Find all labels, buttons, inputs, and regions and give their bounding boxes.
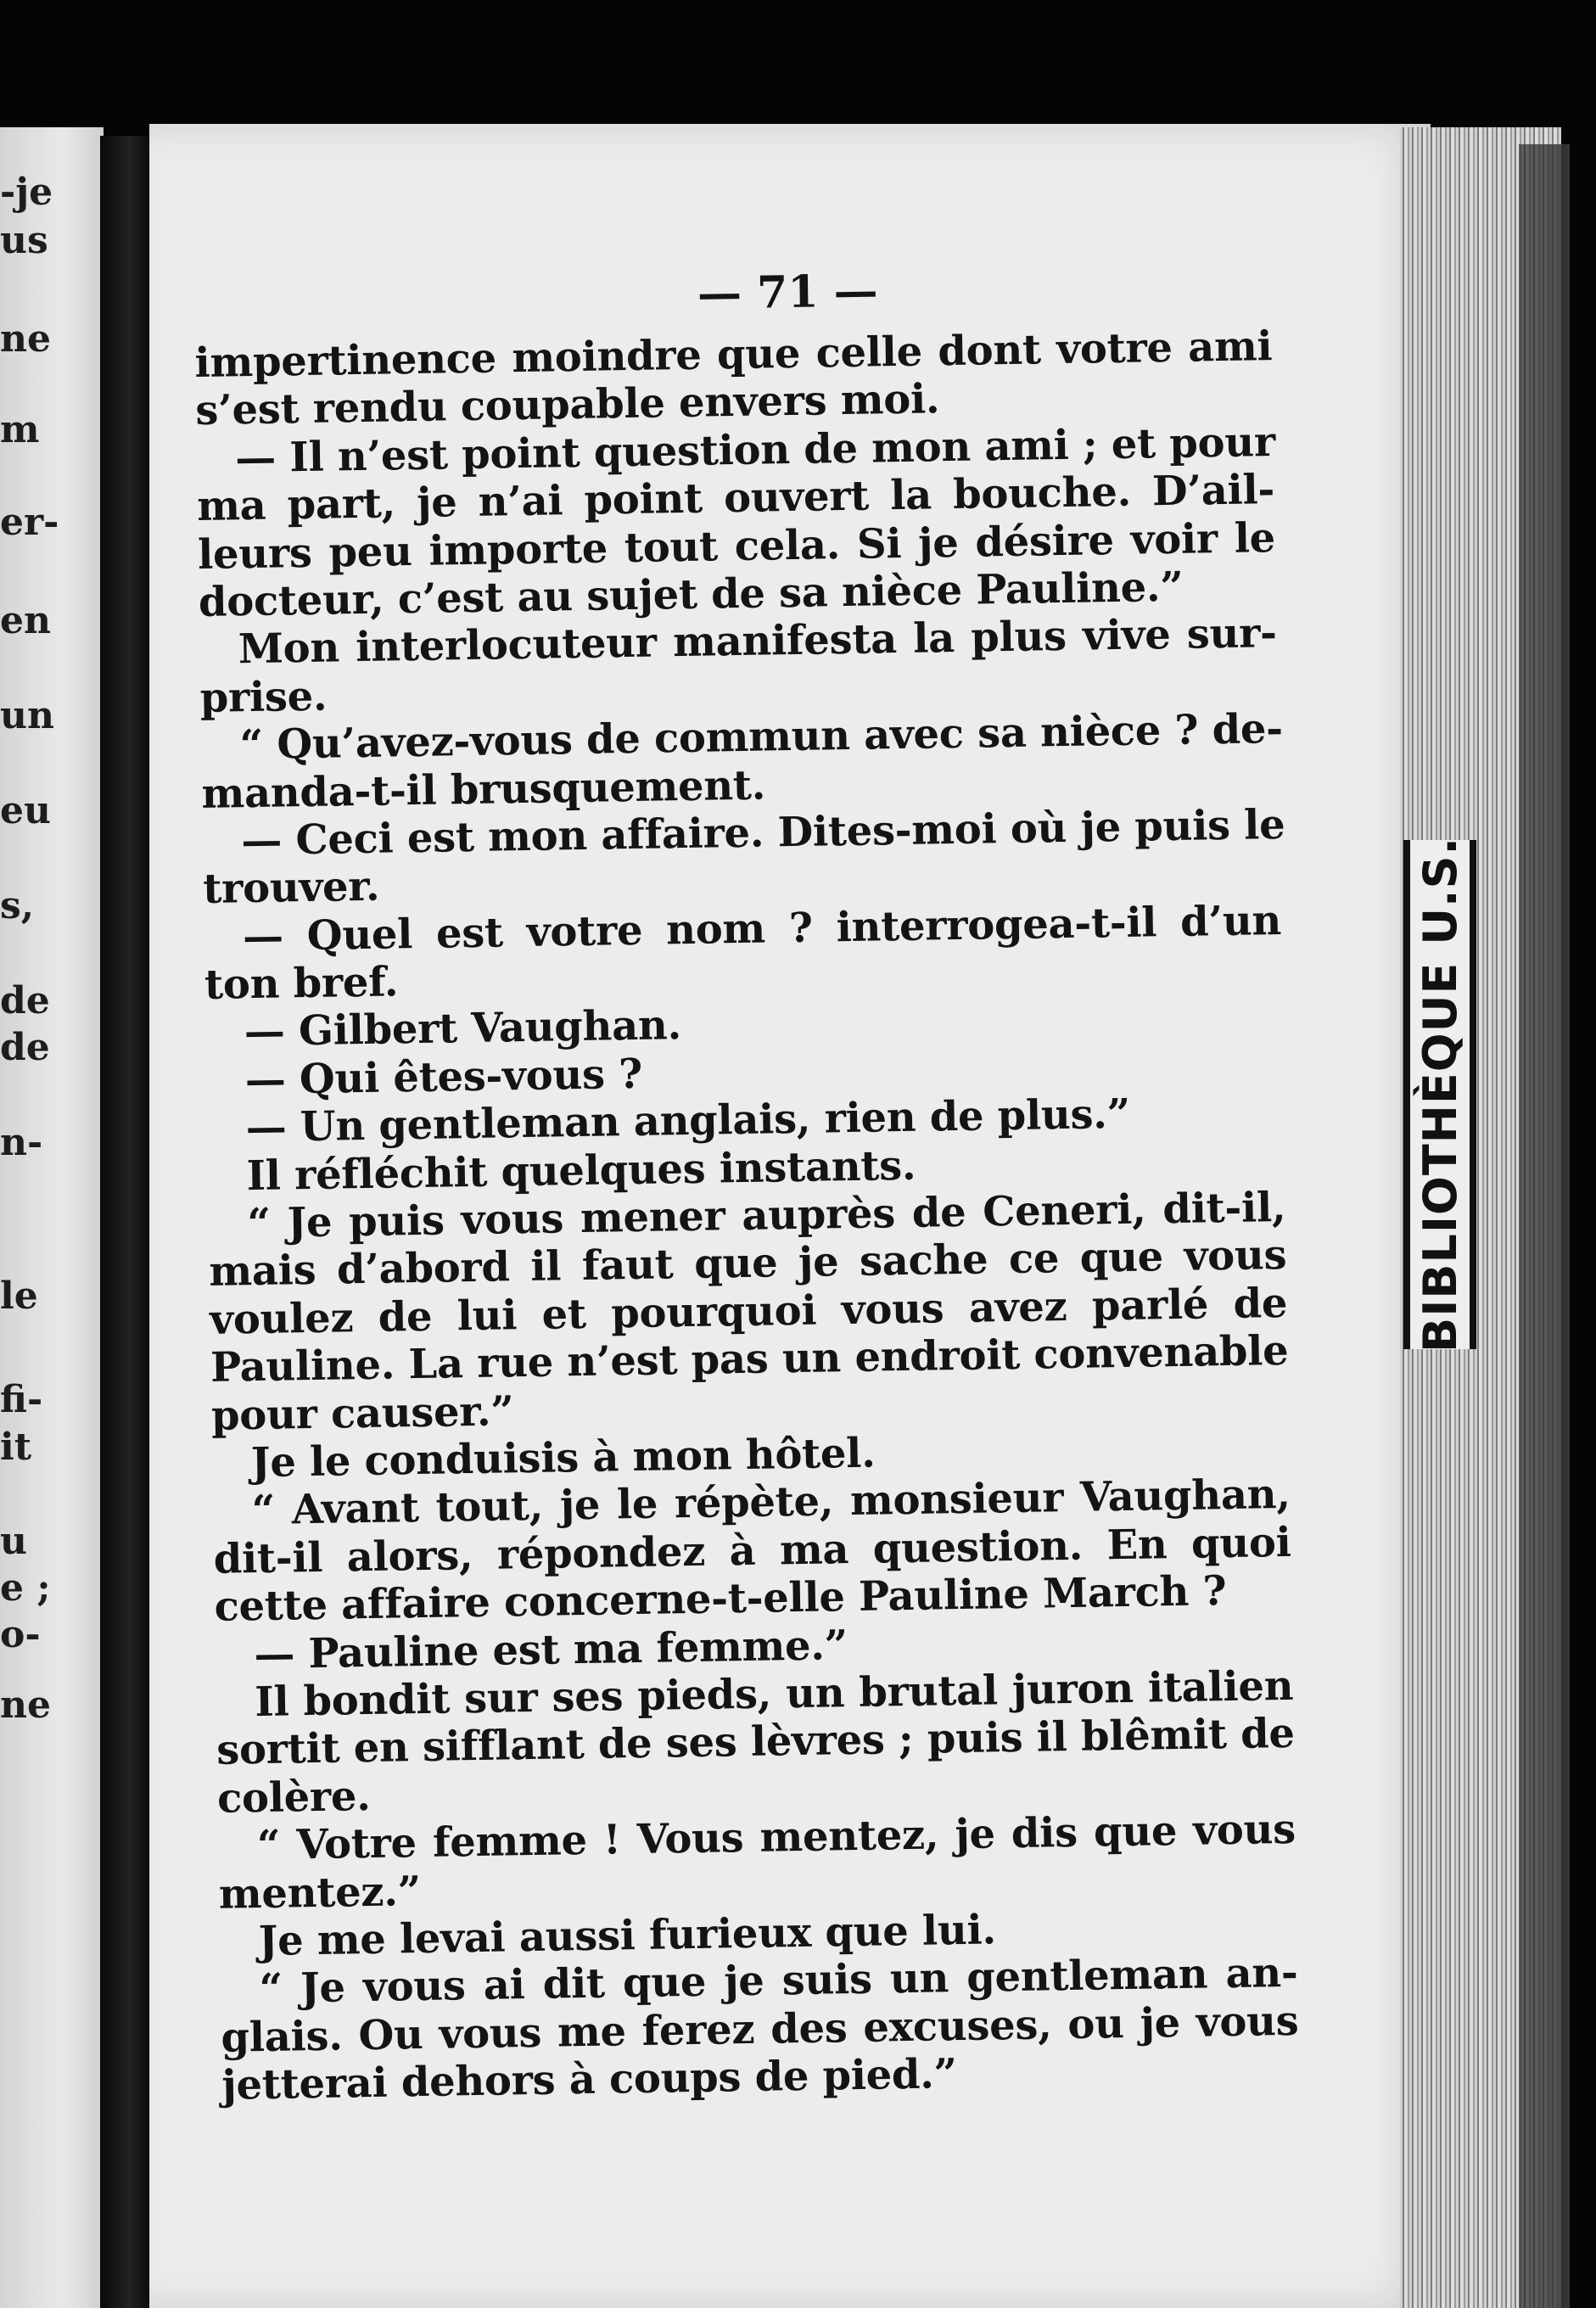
- previous-page-fragment: s,: [0, 884, 35, 927]
- text-line: s’est rendu coupable envers moi.: [194, 375, 940, 435]
- text-line: mentez.”: [218, 1867, 422, 1919]
- text-line: ma part, je n’ai point ouvert la bouche. D’ail-: [196, 466, 1275, 531]
- text-line: ton bref.: [204, 958, 399, 1009]
- previous-page-fragment: de: [0, 1026, 50, 1069]
- text-line: — Quel est votre nom ? interrogea-t-il d’un: [242, 896, 1282, 961]
- previous-page-fragment: un: [0, 694, 54, 737]
- page-edge-shadow: [1519, 144, 1570, 2308]
- book-gutter: [100, 136, 153, 2308]
- text-line: manda-t-il brusquement.: [201, 761, 766, 818]
- text-line: “ Votre femme ! Vous mentez, je dis que vous: [256, 1805, 1296, 1870]
- library-stamp: BIBLIOTHÈQUE U.S.: [1403, 840, 1476, 1349]
- previous-page-fragment: de: [0, 979, 50, 1022]
- text-line: colère.: [216, 1772, 371, 1823]
- text-line: leurs peu importe tout cela. Si je désire voir le: [197, 513, 1276, 579]
- text-line: Mon interlocuteur manifesta la plus vive sur-: [238, 609, 1278, 674]
- text-line: voulez de lui et pourquoi vous avez parlé de: [209, 1279, 1288, 1344]
- previous-page-fragment: e ;: [0, 1566, 51, 1610]
- text-line: — Ceci est mon affaire. Dites-moi où je puis le: [240, 800, 1285, 866]
- page-text: [193, 263, 1300, 2109]
- previous-page-edge: [0, 127, 104, 2308]
- text-line: prise.: [199, 672, 328, 722]
- previous-page-fragment: us: [0, 219, 48, 262]
- text-line: “ Je vous ai dit que je suis un gentleman an-: [259, 1949, 1298, 2014]
- previous-page-fragment: er-: [0, 501, 59, 544]
- previous-page-fragment: n-: [0, 1121, 43, 1164]
- text-line: dit-il alors, répondez à ma question. En quoi: [213, 1518, 1291, 1583]
- text-line: “ Qu’avez-vous de commun avec sa nièce ? de-: [239, 705, 1284, 770]
- text-line: Il réfléchit quelques instants.: [246, 1141, 916, 1200]
- text-line: — Pauline est ma femme.”: [254, 1621, 848, 1678]
- text-line: Je me levai aussi furieux que lui.: [258, 1906, 997, 1965]
- previous-page-fragment: o-: [0, 1613, 41, 1656]
- text-line: jetterai dehors à coups de pied.”: [221, 2050, 958, 2109]
- text-line: trouver.: [202, 862, 380, 914]
- text-line: Il bondit sur ses pieds, un brutal juron italien: [254, 1661, 1294, 1727]
- text-line: pour causer.”: [210, 1386, 514, 1440]
- text-line: — Qui êtes-vous ?: [244, 1050, 643, 1105]
- text-line: sortit en sifflant de ses lèvres ; puis il blêmit de: [216, 1710, 1296, 1775]
- text-line: mais d’abord il faut que je sache ce que vous: [208, 1231, 1287, 1297]
- text-body: [194, 322, 1300, 2109]
- text-line: “ Je puis vous mener auprès de Ceneri, dit-il,: [247, 1183, 1286, 1248]
- text-line: impertinence moindre que celle dont votre ami: [194, 322, 1273, 387]
- previous-page-fragment: it: [0, 1426, 32, 1469]
- text-line: “ Avant tout, je le répète, monsieur Vaughan,: [251, 1471, 1291, 1535]
- library-stamp-area: [1398, 837, 1481, 1353]
- text-line: Je le conduisis à mon hôtel.: [250, 1429, 876, 1487]
- previous-page-fragment: fi-: [0, 1378, 43, 1421]
- page-number: — 71 —: [697, 265, 879, 320]
- previous-page-fragment: ne: [0, 317, 51, 361]
- text-line: Pauline. La rue n’est pas un endroit convenable: [210, 1327, 1289, 1392]
- text-line: — Gilbert Vaughan.: [244, 1001, 682, 1056]
- text-line: docteur, c’est au sujet de sa nièce Pauline.”: [198, 563, 1184, 626]
- text-line: cette affaire concerne-t-elle Pauline March ?: [214, 1567, 1227, 1631]
- previous-page-fragment: eu: [0, 789, 51, 832]
- text-line: — Il n’est point question de mon ami ; et pour: [234, 417, 1276, 483]
- previous-page-fragment: en: [0, 599, 51, 642]
- previous-page-fragment: -je: [0, 171, 53, 214]
- previous-page-fragment: le: [0, 1274, 38, 1318]
- previous-page-fragment: ne: [0, 1683, 51, 1727]
- text-line: — Un gentleman anglais, rien de plus.”: [245, 1090, 1131, 1152]
- text-line: glais. Ou vous me ferez des excuses, ou je vous: [221, 1997, 1299, 2062]
- previous-page-fragment: u: [0, 1520, 27, 1563]
- previous-page-fragment: m: [0, 408, 40, 451]
